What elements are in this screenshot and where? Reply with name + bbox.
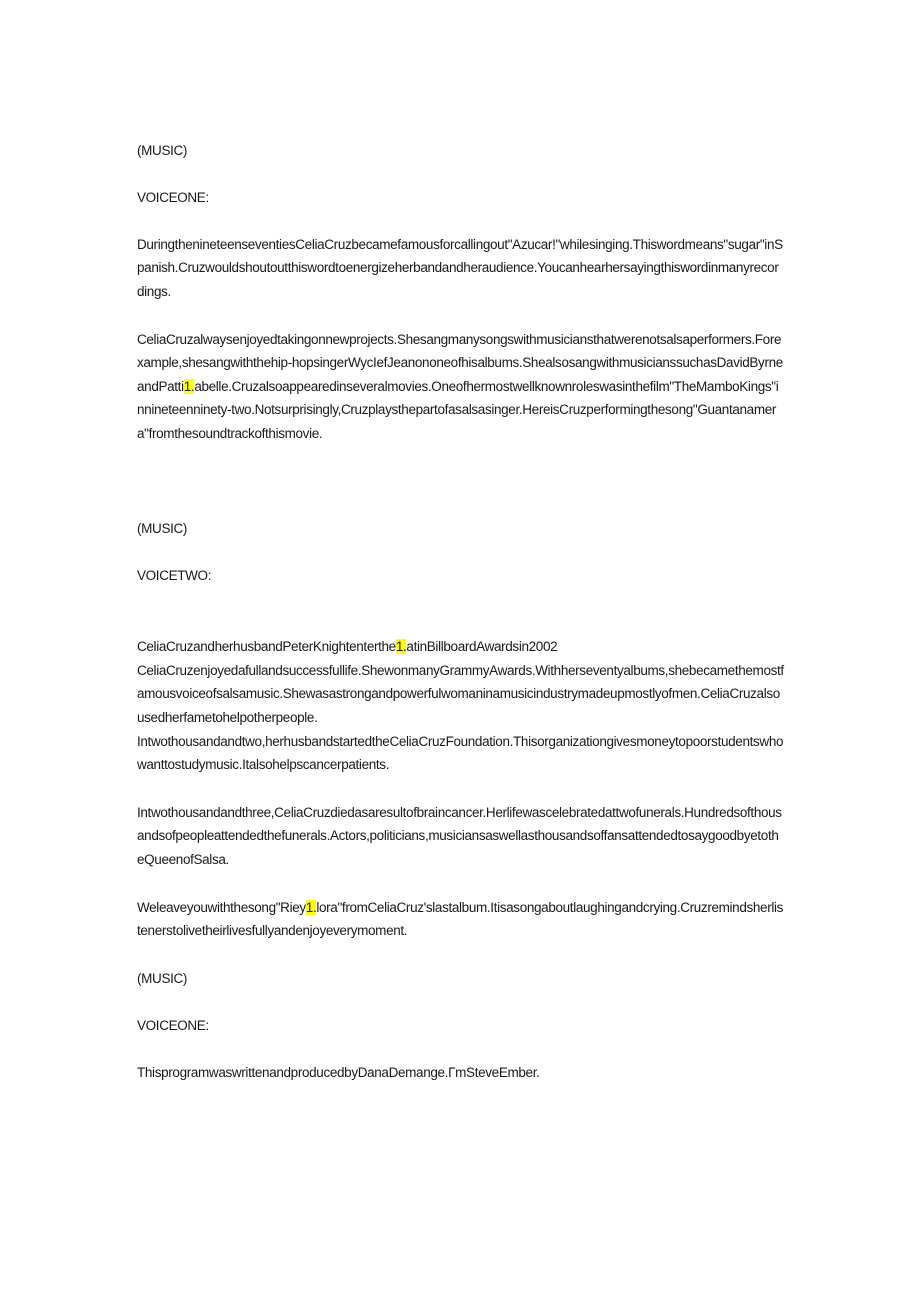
text-segment: VOICEONE: <box>137 1017 209 1033</box>
music-cue-3 <box>137 967 785 991</box>
text-segment: (MUSIC) <box>137 142 188 158</box>
text-segment: ThisprogramwaswrittenandproducedbyDanaDemange.ΓmSteveEmber. <box>137 1064 540 1080</box>
speaker-label-voice-two <box>137 564 785 588</box>
text-segment: Weleaveyouwiththesong"Riey <box>137 899 306 915</box>
highlight-mark: 1. <box>183 378 195 394</box>
paragraph-successful-life <box>137 659 785 730</box>
text-segment: (MUSIC) <box>137 520 188 536</box>
highlight-mark: 1. <box>305 899 317 915</box>
text-segment: DuringthenineteenseventiesCeliaCruzbecamefamousforcallingout"Azucar!"whilesinging.Thiswordmeans"sugar"inSpanish.Cruzwouldshoutoutthiswordtoenergizeherbandandheraudience.Youcanhearhersayingthiswordinmanyrecordings. <box>137 236 783 299</box>
paragraph-azucar <box>137 233 785 304</box>
text-segment: Intwothousandandthree,CeliaCruzdiedasaresultofbraincancer.Herlifewascelebratedattwofunerals.Hundredsofthousandsofpeopleattendedthefunerals.Actors,politicians,musiciansaswellasthousandsoffansattendedtosaygoodbyetotheQueenofSalsa. <box>137 804 782 867</box>
text-segment: lora"fromCeliaCruz'slastalbum.Itisasongaboutlaughingandcrying.Cruzremindsherlistenerstolivetheirlivesfullyandenjoyeverymoment. <box>137 899 784 939</box>
photo-caption <box>137 635 785 659</box>
paragraph-foundation <box>137 730 785 777</box>
text-segment: VOICETWO: <box>137 567 212 583</box>
paragraph-funerals <box>137 801 785 872</box>
paragraph-last-album <box>137 896 785 943</box>
paragraph-new-projects <box>137 328 785 446</box>
speaker-label-voice-one <box>137 186 785 210</box>
music-cue-1 <box>137 139 785 163</box>
music-cue-2 <box>137 517 785 541</box>
text-segment: Intwothousandandtwo,herhusbandstartedtheCeliaCruzFoundation.Thisorganizationgivesmoneytopoorstudentswhowanttostudymusic.Italsohelpscancerpatients. <box>137 733 784 773</box>
speaker-label-voice-one-2 <box>137 1014 785 1038</box>
text-segment: (MUSIC) <box>137 970 188 986</box>
highlight-mark: 1. <box>395 638 407 654</box>
text-segment: CeliaCruzalwaysenjoyedtakingonnewprojects.Shesangmanysongswithmusiciansthatwerenotsalsaperformers.Forexample,shesangwiththehip-hopsingerWycIefJeanononeofhisalbums.ShealsosangwithmusicianssuchasDavidByrneandPatti <box>137 331 783 394</box>
paragraph-credits <box>137 1061 785 1085</box>
text-segment: abelle.Cruzalsoappearedinseveralmovies.Oneofhermostwellknownroleswasinthefilm"TheMamboKings"innineteenninety-two.Notsurprisingly,Cruzplaysthepartofasalsasinger.HereisCruzperformingthesong"Guantanamera"fromthesoundtrackofthismovie. <box>137 378 779 441</box>
text-segment: VOICEONE: <box>137 189 209 205</box>
text-segment: CeliaCruzenjoyedafullandsuccessfullife.ShewonmanyGrammyAwards.Withherseventyalbums,shebecamethemostfamousvoiceofsalsamusic.Shewasastrongandpowerfulwomaninamusicindustrymadeupmostlyofmen.CeliaCruzalsousedherfametohelpotherpeople. <box>137 662 784 725</box>
text-segment: CeliaCruzandherhusbandPeterKnightenterthe <box>137 638 396 654</box>
text-segment: atinBillboardAwardsin2002 <box>406 638 558 654</box>
